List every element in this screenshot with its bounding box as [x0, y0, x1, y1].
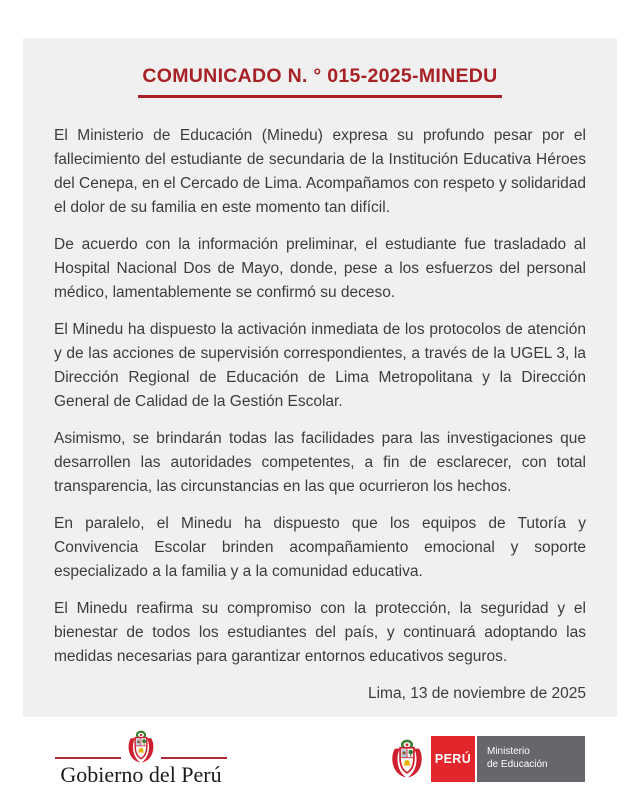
ministry-name-line2: de Educación — [487, 758, 548, 770]
ministry-name-line1: Ministerio — [487, 746, 530, 757]
ministry-of-education-logo — [388, 736, 585, 782]
paragraph-commitment: El Minedu reafirma su compromiso con la protección, la seguridad y el bienestar de todos los estudiantes del país, y continuará adoptando las medidas necesarias para garantizar entornos educativos seguros. — [54, 600, 586, 665]
peru-coat-of-arms-icon — [388, 738, 426, 780]
paragraph-hospital: De acuerdo con la información preliminar, el estudiante fue trasladado al Hospital Nacional Dos de Mayo, donde, pese a los esfuerzos del personal médico, lamentablemente se confirmó su deceso. — [54, 236, 586, 301]
communique-title: COMUNICADO N. ° 015-2025-MINEDU — [138, 65, 501, 98]
government-of-peru-logo — [55, 729, 227, 788]
left-rule — [55, 757, 121, 759]
paragraph-condolences: El Ministerio de Educación (Minedu) expresa su profundo pesar por el fallecimiento del estudiante de secundaria de la Institución Educativa Héroes del Cenepa, en el Cercado de Lima. Acompañamos con respeto y solidaridad el dolor de su familia en este momento tan difícil. — [54, 127, 586, 216]
right-rule — [161, 757, 227, 759]
gob-logo-row — [55, 729, 227, 765]
communique-card — [23, 38, 617, 717]
government-logo-label: Gobierno del Perú — [60, 762, 222, 787]
paragraph-investigation: Asimismo, se brindarán todas las facilidades para las investigaciones que desarrollen las autoridades competentes, a fin de esclarecer, con total transparencia, las circunstancias en las que ocurrieron los hechos. — [54, 430, 586, 495]
footer — [0, 717, 640, 800]
dateline: Lima, 13 de noviembre de 2025 — [367, 685, 586, 702]
title-wrap — [54, 65, 586, 98]
peru-label-box: PERÚ — [431, 736, 475, 782]
peru-coat-of-arms-icon — [125, 729, 157, 765]
communique-body — [54, 124, 586, 706]
paragraph-protocols: El Minedu ha dispuesto la activación inmediata de los protocolos de atención y de las acciones de supervisión correspondientes, a través de la UGEL 3, la Dirección Regional de Educación de Lima Metropolitana y la Dirección General de Calidad de la Gestión Escolar. — [54, 321, 586, 410]
paragraph-support: En paralelo, el Minedu ha dispuesto que los equipos de Tutoría y Convivencia Escolar brinden acompañamiento emocional y soporte especializado a la familia y a la comunidad educativa. — [54, 515, 586, 580]
ministry-name-box — [477, 736, 585, 782]
